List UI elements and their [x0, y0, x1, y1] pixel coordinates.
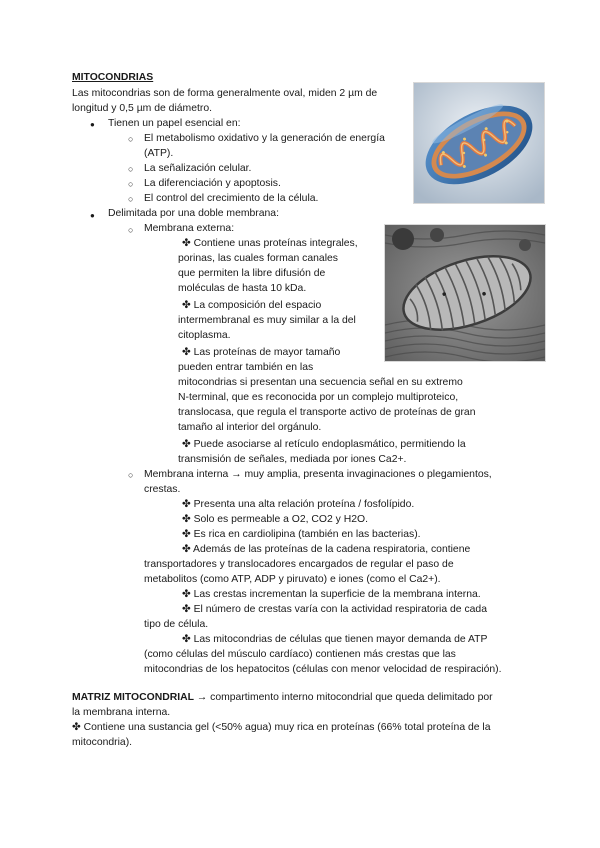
bullet-hollow-icon: ○ — [128, 470, 134, 480]
inner-item: ✤ Además de las proteínas de la cadena respiratoria, contiene — [182, 544, 471, 555]
inner-item-cont: (como células del músculo cardíaco) contienen más crestas que las — [144, 649, 456, 660]
inner-item-cont: tipo de célula. — [144, 619, 209, 630]
outer-p3-line: N-terminal, que es reconocida por un complejo multiproteico, — [178, 392, 459, 403]
outer-p3-line: mitocondrias si presentan una secuencia señal en su extremo — [178, 377, 463, 388]
outer-p3-line: tamaño al interior del orgánulo. — [178, 422, 322, 433]
outer-membrane-label: Membrana externa: — [144, 223, 235, 234]
role-item: El control del crecimiento de la célula. — [144, 193, 319, 204]
inner-membrane-label: Membrana interna → muy amplia, presenta invaginaciones o plegamientos, — [144, 469, 492, 480]
outer-p1-line: porinas, las cuales forman canales — [178, 253, 338, 264]
outer-p4-line: ✤ Puede asociarse al retículo endoplasmático, permitiendo la — [182, 439, 466, 450]
outer-p3-line: translocasa, que regula el transporte activo de proteínas de gran — [178, 407, 476, 418]
outer-p1-line: ✤ Contiene unas proteínas integrales, — [182, 238, 358, 249]
outer-p2-line: ✤ La composición del espacio — [182, 300, 322, 311]
role-item: La diferenciación y apoptosis. — [144, 178, 281, 189]
bullet-filled-icon: ● — [90, 120, 95, 129]
matrix-heading-line — [72, 690, 493, 705]
inner-item-cont: metabolitos (como ATP, ADP y piruvato) e iones (como el Ca2+). — [144, 574, 441, 585]
bullet-hollow-icon: ○ — [128, 164, 134, 174]
outer-p3-line: ✤ Las proteínas de mayor tamaño — [182, 347, 341, 358]
outer-p2-line: intermembranal es muy similar a la del — [178, 315, 356, 326]
outer-p1-line: moléculas de hasta 10 kDa. — [178, 283, 307, 294]
role-item: La señalización celular. — [144, 163, 252, 174]
inner-membrane-label-cont: crestas. — [144, 484, 181, 495]
inner-item: ✤ Solo es permeable a O2, CO2 y H2O. — [182, 514, 369, 525]
inner-item: ✤ Las mitocondrias de células que tienen mayor demanda de ATP — [182, 634, 488, 645]
outer-p2-line: citoplasma. — [178, 330, 231, 341]
bullet-hollow-icon: ○ — [128, 194, 134, 204]
intro-line-2: longitud y 0,5 µm de diámetro. — [72, 103, 212, 114]
outer-p1-line: que permiten la libre difusión de — [178, 268, 326, 279]
section-title-mitocondrias: MITOCONDRIAS — [72, 72, 154, 83]
inner-item: ✤ Las crestas incrementan la superficie de la membrana interna. — [182, 589, 481, 600]
outer-p4-line: transmisión de señales, mediada por iones Ca2+. — [178, 454, 407, 465]
mitochondrion-3d-illustration — [413, 82, 545, 204]
section-title-matriz: MATRIZ MITOCONDRIAL — [72, 692, 194, 703]
inner-item-cont: mitocondrias de los hepatocitos (células con menor velocidad de respiración). — [144, 664, 502, 675]
inner-item: ✤ Es rica en cardiolipina (también en las bacterias). — [182, 529, 421, 540]
bullet-hollow-icon: ○ — [128, 225, 134, 235]
matrix-heading-rest: → compartimento interno mitocondrial que queda delimitado por — [193, 692, 493, 703]
matrix-line-2: la membrana interna. — [72, 707, 171, 718]
bullet-hollow-icon: ○ — [128, 134, 134, 144]
inner-item: ✤ El número de crestas varía con la actividad respiratoria de cada — [182, 604, 487, 615]
inner-item: ✤ Presenta una alta relación proteína / fosfolípido. — [182, 499, 415, 510]
role-item: El metabolismo oxidativo y la generación de energía — [144, 133, 385, 144]
inner-item-cont: transportadores y translocadores encargados de regular el paso de — [144, 559, 454, 570]
bullet-membrane-text: Delimitada por una doble membrana: — [108, 208, 279, 219]
bullet-role-text: Tienen un papel esencial en: — [108, 118, 241, 129]
matrix-line-4: mitocondria). — [72, 737, 133, 748]
mitochondrion-micrograph — [384, 224, 546, 362]
bullet-hollow-icon: ○ — [128, 179, 134, 189]
matrix-line-3: ✤ Contiene una sustancia gel (<50% agua) muy rica en proteínas (66% total proteína de la — [72, 722, 491, 733]
role-item-cont: (ATP). — [144, 148, 174, 159]
bullet-filled-icon: ● — [90, 211, 95, 220]
outer-p3-line: pueden entrar también en las — [178, 362, 314, 373]
intro-line-1: Las mitocondrias son de forma generalmente oval, miden 2 µm de — [72, 88, 378, 99]
